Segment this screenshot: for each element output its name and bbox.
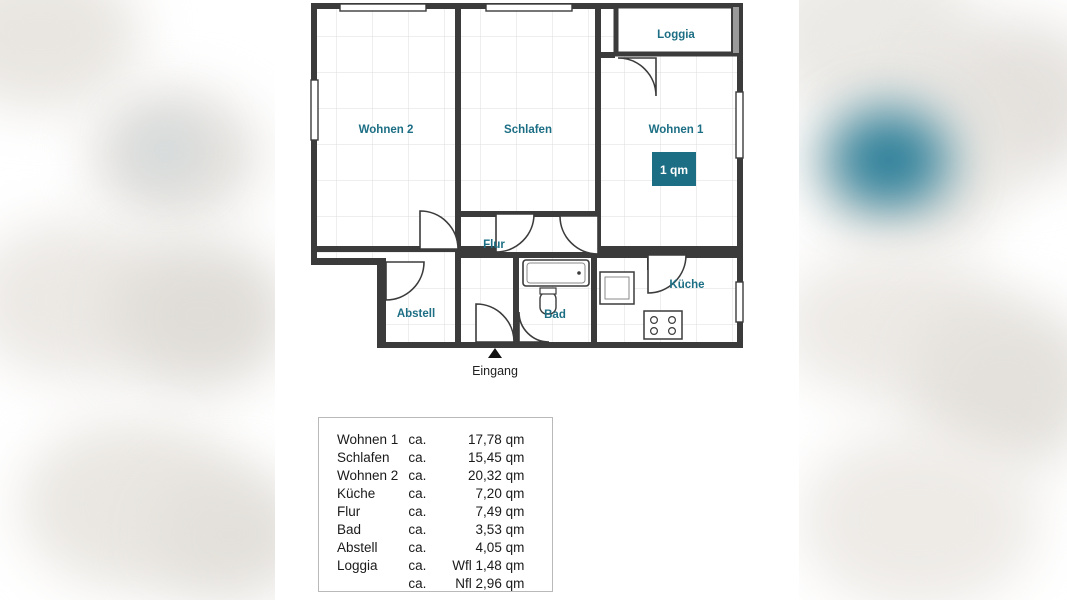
room-label-abstell: Abstell	[396, 308, 436, 320]
area-room-name: Wohnen 1	[337, 431, 399, 447]
background-blur-right	[799, 0, 1067, 600]
table-row	[337, 466, 524, 484]
area-value: 15,45 qm	[468, 449, 525, 465]
table-row	[337, 502, 524, 520]
table-row	[337, 430, 524, 448]
area-ca: ca.	[408, 467, 427, 483]
room-label-schlafen: Schlafen	[504, 124, 552, 136]
area-ca: ca.	[408, 539, 427, 555]
area-value: 7,20 qm	[475, 485, 525, 501]
area-room-name	[337, 574, 408, 592]
area-room-name: Abstell	[337, 539, 378, 555]
area-ca: ca.	[408, 557, 427, 573]
room-label-bad: Bad	[544, 309, 566, 321]
area-ca: ca.	[408, 575, 427, 591]
area-value: Nfl 2,96 qm	[455, 575, 525, 591]
blur-blob	[130, 120, 200, 180]
room-label-flur: Flur	[483, 239, 505, 251]
blur-blob	[829, 110, 949, 210]
room-label-wohnen1: Wohnen 1	[648, 124, 704, 136]
table-row	[337, 520, 524, 538]
table-row	[337, 574, 524, 592]
area-value: 20,32 qm	[468, 467, 525, 483]
area-room-name: Flur	[337, 503, 361, 519]
area-room-name: Loggia	[337, 557, 378, 573]
area-value: Wfl 1,48 qm	[452, 557, 525, 573]
area-room-name: Wohnen 2	[337, 467, 399, 483]
area-room-name: Bad	[337, 521, 362, 537]
table-row	[337, 538, 524, 556]
area-value: 3,53 qm	[475, 521, 525, 537]
room-label-wohnen2: Wohnen 2	[358, 124, 414, 136]
area-value: 7,49 qm	[475, 503, 525, 519]
area-value: 4,05 qm	[475, 539, 525, 555]
table-row	[337, 484, 524, 502]
table-row	[337, 556, 524, 574]
area-room-name: Küche	[337, 485, 376, 501]
scale-reference-box	[652, 152, 696, 186]
area-table	[337, 430, 524, 592]
blur-blob	[0, 0, 140, 110]
area-ca: ca.	[408, 431, 427, 447]
table-row	[337, 448, 524, 466]
area-legend	[318, 417, 553, 592]
entrance-label: Eingang	[472, 364, 518, 378]
area-ca: ca.	[408, 449, 427, 465]
area-ca: ca.	[408, 485, 427, 501]
scale-box-label: 1 qm	[659, 163, 689, 177]
area-room-name: Schlafen	[337, 449, 390, 465]
area-value: 17,78 qm	[468, 431, 525, 447]
room-label-kueche: Küche	[669, 279, 705, 291]
blur-blob	[799, 430, 1039, 600]
area-ca: ca.	[408, 503, 427, 519]
background-blur-left	[0, 0, 275, 600]
entrance-marker	[472, 348, 518, 378]
blur-blob	[110, 240, 275, 390]
room-label-loggia: Loggia	[657, 29, 695, 41]
area-ca: ca.	[408, 521, 427, 537]
